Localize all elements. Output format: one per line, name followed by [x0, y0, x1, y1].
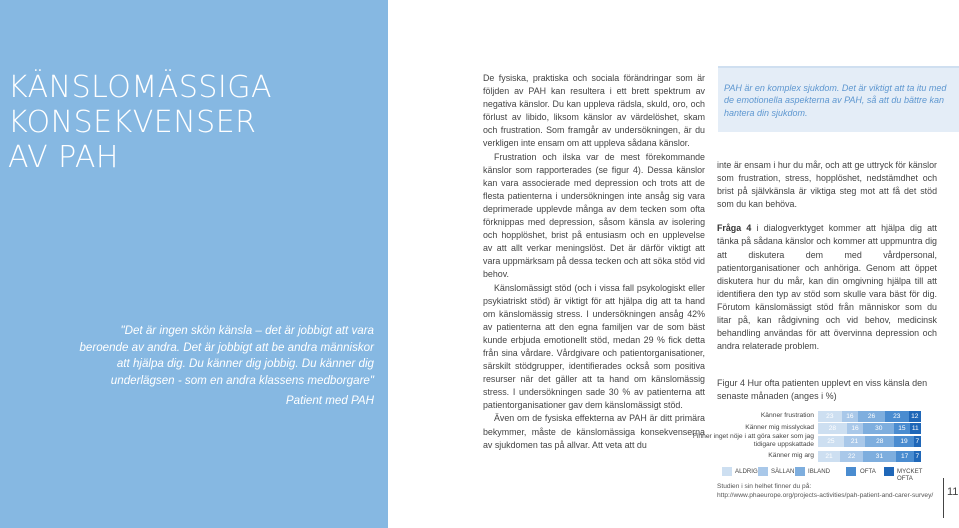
quote-line: "Det är ingen skön känsla – det är jobbigt att vara	[120, 324, 374, 337]
legend-swatch	[884, 467, 894, 476]
chart-bar-row	[818, 451, 921, 462]
chart-bar-segment: 19	[894, 436, 914, 447]
quote-line: att hjälpa dig. Du känner dig jobbig. Du känner dig	[116, 357, 374, 370]
patient-quote	[14, 323, 374, 389]
paragraph-text: i dialogverktyget kommer att hjälpa dig att tänka på sådana känslor och kommer att uppmuntra dig att diskutera dem med vårdpersonal, patientorganisationer och anhöriga. Genom att öppet diskutera hur du mår, kan din omgivning hjälpa till att identifiera den typ av stöd som skulle vara bäst för dig. Förutom känslomässigt stöd från människor som du litar på, kan rådgivning och vid behov, medicinsk behandling användas för att övervinna depression och andra relaterade problem.	[717, 223, 937, 352]
chart-category-label: Känner mig arg	[768, 452, 814, 459]
chart-bar-segment: 25	[818, 436, 844, 447]
paragraph: Frustration och ilska var de mest förekommande känslor som rapporterades (se figur 4). Dessa känslor kan vara associerade med depression och trots att de flesta patienterna i undersökningen inte ansåg sig vara deprimerade upplevde många av dem tecken som ofta förknippas med depression, såsom känsla av isolering och hopplöshet, brist på entusiasm och en upplevelse av att allt verkar meningslöst. Det är därför viktigt att vara uppmärksam på dessa tecken och att söka stöd vid behov.	[483, 151, 705, 280]
chart-bar-segment: 16	[842, 411, 858, 422]
title-line: AV PAH	[8, 140, 119, 175]
chart-bar-segment: 12	[909, 411, 921, 422]
chart-bar-row	[818, 411, 921, 422]
legend-label: MYCKET OFTA	[897, 468, 923, 482]
chart-category-label: Känner frustration	[760, 412, 814, 419]
chart-bar-segment: 28	[818, 423, 847, 434]
chart-bar-segment: 23	[885, 411, 909, 422]
chart-bar-row	[818, 436, 921, 447]
legend-swatch	[722, 467, 732, 476]
section-title	[8, 70, 272, 175]
paragraph: inte är ensam i hur du mår, och att ge uttryck för känslor som frustration, stress, hopplöshet, nedstämdhet och brist på självkänsla är viktiga steg mot att få det stöd som du kan behöva.	[717, 160, 937, 210]
body-text-column	[717, 159, 937, 353]
legend-label: OFTA	[860, 468, 876, 475]
legend-label: ALDRIG	[735, 468, 758, 475]
chart-bar-segment: 21	[818, 451, 840, 462]
quote-line: underlägsen - som en andra klassens medborgare"	[110, 373, 374, 387]
left-panel	[0, 0, 388, 528]
callout-text: PAH är en komplex sjukdom. Det är viktigt att ta itu med de emotionella aspekterna av PAH, så att du bättre kan hantera din sjukdom.	[724, 83, 947, 118]
chart-bar-segment: 16	[847, 423, 863, 434]
chart-bar-segment: 28	[865, 436, 894, 447]
legend-label: SÄLLAN	[771, 468, 795, 475]
paragraph	[717, 222, 937, 353]
title-line: KÄNSLOMÄSSIGA	[8, 70, 273, 105]
source-link[interactable]: http://www.phaeurope.org/projects-activities/pah-patient-and-carer-survey/	[717, 491, 934, 499]
chart-bar-segment: 15	[894, 423, 909, 434]
chart-bar-segment: 21	[844, 436, 866, 447]
page-divider	[943, 478, 944, 518]
chart-bar-segment: 7	[915, 452, 920, 460]
title-line: KONSEKVENSER	[8, 105, 257, 140]
page-number: 11	[947, 486, 959, 498]
quote-line: beroende av andra. Det är jobbigt att be andra människor	[79, 340, 374, 354]
chart-bar-segment: 31	[863, 451, 896, 462]
chart-bar-segment: 17	[896, 451, 914, 462]
chart-category-label: Finner inget nöje i att göra saker som jag tidigare uppskattade	[692, 433, 814, 448]
chart-bar-row	[818, 423, 921, 434]
chart-bar-segment: 7	[915, 437, 920, 445]
chart-bar-segment: 23	[818, 411, 842, 422]
chart-bar-segment: 11	[910, 423, 921, 434]
legend-swatch	[795, 467, 805, 476]
paragraph: Känslomässigt stöd (och i vissa fall psykologiskt eller psykiatriskt stöd) är viktigt för att hjälpa dig att ta hand om känslomässig stress. I undersökningen ansåg 42% av patienterna att den egna familjen var de som bäst kunde erbjuda emotionellt stöd, medan 29 % fick detta från sina vårdare. Vårdgivare och patientorganisationer, särskilt stödgrupper, identifierades också som positiva resurser när det gäller att ta hand om känslomässig stress. I undersökningen sade 30 % av patienterna att patientorganisationer gav dem känslomässigt stöd.	[483, 282, 705, 411]
chart-category-label: Känner mig misslyckad	[745, 424, 814, 431]
quote-attribution: Patient med PAH	[285, 394, 374, 407]
source-line: Studien i sin helhet finner du på:	[717, 483, 812, 490]
source-note	[717, 483, 947, 500]
body-text-column	[483, 72, 705, 452]
legend-label: IBLAND	[808, 468, 831, 475]
paragraph: Även om de fysiska effekterna av PAH är ditt primära bekymmer, måste de känslomässiga konsekvenserna av sjukdomen tas på allvar. Att veta att du	[483, 413, 705, 450]
paragraph: De fysiska, praktiska och sociala förändringar som är följden av PAH kan resultera i ett brett spektrum av negativa känslor. Du kan uppleva rädsla, skuld, oro, och förlust av libido, liksom känslor av värdelöshet, skam och frustration. Som framgår av undersökningen, är du verkligen inte ensam om att uppleva sådana känslor.	[483, 73, 705, 149]
question-ref: Fråga 4	[717, 223, 752, 234]
legend-swatch	[846, 467, 856, 476]
legend-swatch	[758, 467, 768, 476]
callout-box	[718, 66, 959, 132]
figure-caption: Figur 4 Hur ofta patienten upplevt en viss känsla den senaste månaden (anges i %)	[717, 378, 928, 401]
chart-bar-segment: 30	[863, 423, 894, 434]
chart-bar-segment: 26	[858, 411, 885, 422]
chart-bar-segment: 22	[840, 451, 863, 462]
